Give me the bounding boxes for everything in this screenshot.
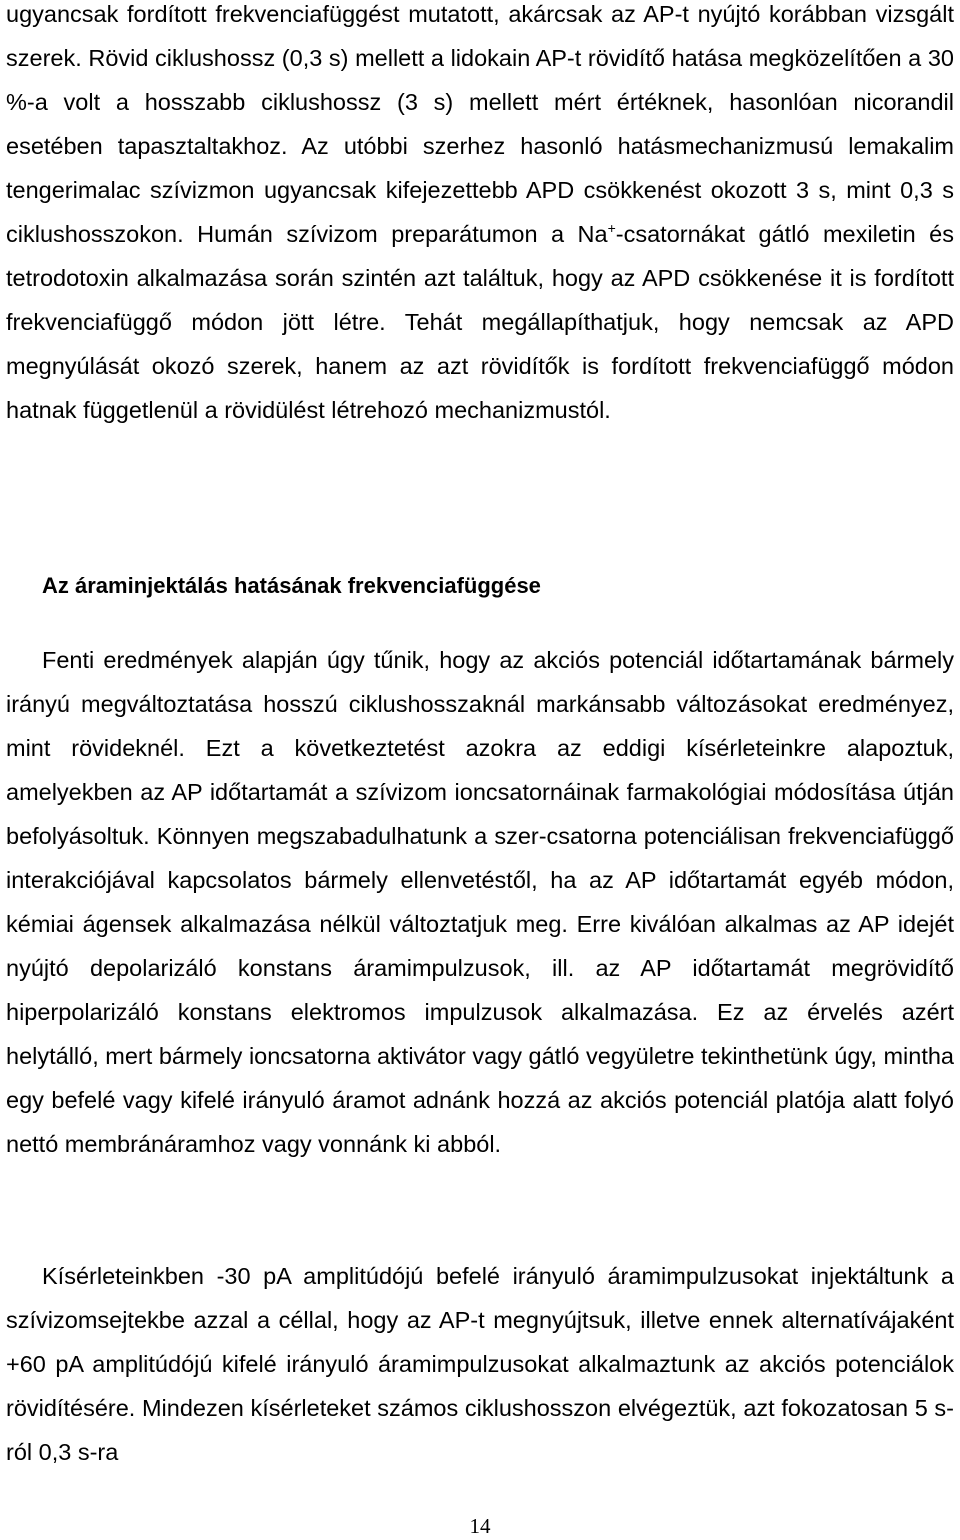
section-heading: Az áraminjektálás hatásának frekvenciafüggése xyxy=(42,573,541,598)
body-paragraph-1 xyxy=(6,0,954,432)
sodium-superscript: + xyxy=(607,220,616,236)
page-number: 14 xyxy=(469,1514,491,1538)
paragraph-1-text-a: ugyancsak fordított frekvenciafüggést mutatott, akárcsak az AP-t nyújtó korábban vizsgált szerek. Rövid ciklushossz (0,3 s) mellett a lidokain AP-t rövidítő hatása megközelítően a 30 %-a volt a hosszabb ciklushossz (3 s) mellett mért értéknek, hasonlóan nicorandil esetében tapasztaltakhoz. Az utóbbi szerhez hasonló hatásmechanizmusú lemakalim tengerimalac szívizmon ugyancsak kifejezettebb APD csökkenést okozott 3 s, mint 0,3 s ciklushosszokon. Humán szívizom preparátumon a Na xyxy=(6,1,954,247)
body-paragraph-2: Fenti eredmények alapján úgy tűnik, hogy az akciós potenciál időtartamának bármely irányú megváltoztatása hosszú ciklushosszaknál markánsabb változásokat eredményez, mint rövideknél. Ezt a következtetést azokra az eddigi kísérleteinkre alapoztuk, amelyekben az AP időtartamát a szívizom ioncsatornáinak farmakológiai módosítása útján befolyásoltuk. Könnyen megszabadulhatunk a szer-csatorna potenciálisan frekvenciafüggő interakciójával kapcsolatos bármely ellenvetéstől, ha az AP időtartamát egyéb módon, kémiai ágensek alkalmazása nélkül változtatjuk meg. Erre kiválóan alkalmas az AP idejét nyújtó depolarizáló konstans áramimpulzusok, ill. az AP időtartamát megrövidítő hiperpolarizáló konstans elektromos impulzusok alkalmazása. Ez az érvelés azért helytálló, mert bármely ioncsatorna aktivátor vagy gátló vegyületre tekinthetünk úgy, mintha egy befelé vagy kifelé irányuló áramot adnánk hozzá az akciós potenciál platója alatt folyó nettó membránáramhoz vagy vonnánk ki abból. xyxy=(6,647,954,1157)
body-paragraph-3: Kísérleteinkben -30 pA amplitúdójú befelé irányuló áramimpulzusokat injektáltunk a szívizomsejtekbe azzal a céllal, hogy az AP-t megnyújtsuk, illetve ennek alternatívájaként +60 pA amplitúdójú kifelé irányuló áramimpulzusokat alkalmaztunk az akciós potenciálok rövidítésére. Mindezen kísérleteket számos ciklushosszon elvégeztük, azt fokozatosan 5 s-ról 0,3 s-ra xyxy=(6,1263,954,1465)
paragraph-1-text-b: -csatornákat gátló mexiletin és tetrodotoxin alkalmazása során szintén azt találtuk, hogy az APD csökkenése it is fordított frekvenciafüggő módon jött létre. Tehát megállapíthatjuk, hogy nemcsak az APD megnyúlását okozó szerek, hanem az azt rövidítők is fordított frekvenciafüggő módon hatnak függetlenül a rövidülést létrehozó mechanizmustól. xyxy=(6,221,954,423)
